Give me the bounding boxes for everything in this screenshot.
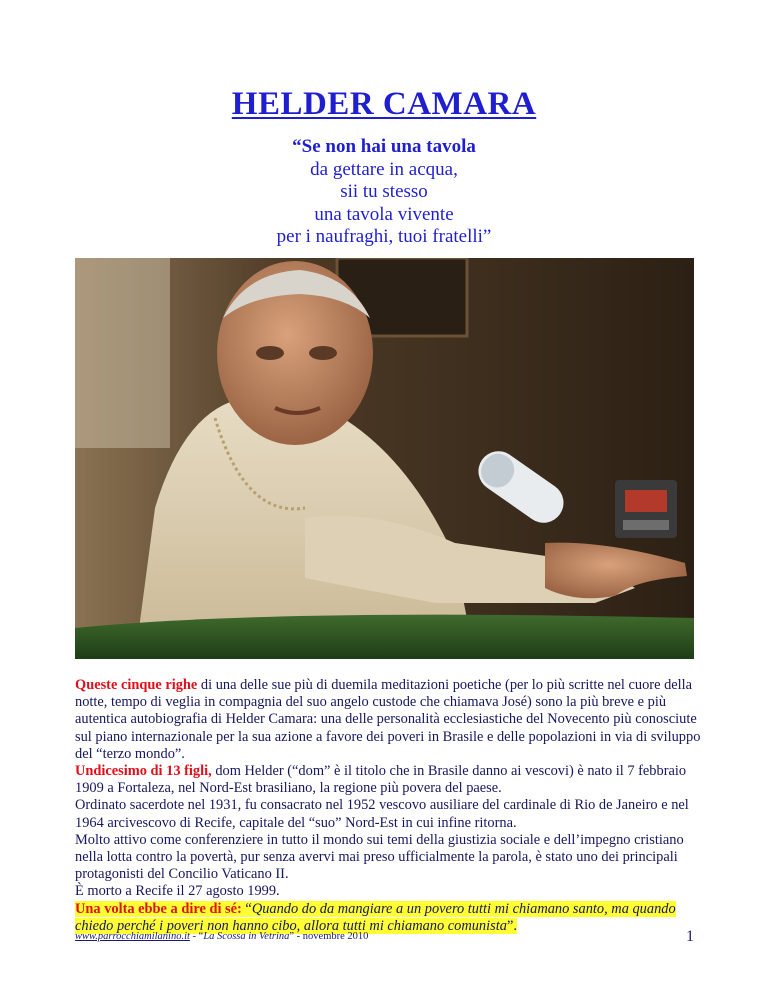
biography-text [75, 677, 715, 935]
quote-open-mark: “ [241, 900, 252, 917]
paragraph-text: di una delle sue più di duemila meditazioni poetiche (per lo più scritte nel cuore della notte, tempo di veglia in compagnia del suo angelo custode che chiamava José) sono la più breve e più autentica autobiografia di Helder Camara: una delle personalità ecclesiastiche del Novecento più conosciute sul piano internazionale per la sua azione a favore dei poveri in Brasile e delle popolazioni in via di sviluppo del “terzo mondo”. [75, 677, 701, 762]
paragraph-ordination: Ordinato sacerdote nel 1931, fu consacrato nel 1952 vescovo ausiliare del cardinale di Rio de Janeiro e nel 1964 arcivescovo di Recife, capitale del “suo” Nord-Est in cui infine ritorna. [75, 797, 689, 831]
page-number: 1 [686, 928, 694, 945]
quote-close-mark: ”. [506, 917, 517, 934]
paragraph-activity: Molto attivo come conferenziere in tutto il mondo sui temi della giustizia sociale e dell’impegno cristiano nella lotta contro la povertà, pur senza avervi mai preso ufficialmente la parola, è stato uno dei principali protagonisti del Concilio Vaticano II. [75, 831, 684, 883]
famous-quote: Quando do da mangiare a un povero tutti mi chiamano santo, ma quando chiedo perché i poveri non hanno cibo, allora tutti mi chiamano comunista [75, 900, 676, 934]
footer-website-link[interactable]: www.parrocchiamilanino.it [75, 931, 190, 942]
paragraph-birth [75, 763, 715, 797]
quote-line-4: una tavola vivente [314, 203, 454, 225]
quote-line-2: da gettare in acqua, [310, 158, 458, 180]
lead-red-text: Undicesimo di 13 figli, [75, 763, 212, 780]
page-footer [75, 931, 368, 942]
quote-line-5: per i naufraghi, tuoi fratelli” [276, 226, 492, 247]
paragraph-death: È morto a Recife il 27 agosto 1999. [75, 883, 280, 900]
lead-red-text: Una volta ebbe a dire di sé: [75, 900, 242, 917]
quote-line-1: “Se non hai una tavola [292, 136, 476, 157]
quote-line-3: sii tu stesso [340, 181, 428, 202]
footer-separator: - “ [189, 931, 204, 942]
portrait-illustration [75, 258, 694, 659]
footer-date: ” - novembre 2010 [289, 931, 369, 942]
portrait-photo [75, 258, 694, 659]
paragraph-intro [75, 677, 715, 763]
epigraph-quote [0, 136, 768, 249]
lead-red-text: Queste cinque righe [75, 677, 198, 693]
paragraph-text: dom Helder (“dom” è il titolo che in Brasile danno ai vescovi) è nato il 7 febbraio 1909 a Fortaleza, nel Nord-Est brasiliano, la regione più povera del paese. [75, 763, 687, 797]
page-title: HELDER CAMARA [231, 86, 537, 122]
footer-magazine: La Scossa in Vetrina [203, 931, 290, 942]
paragraph-saying [75, 901, 715, 935]
